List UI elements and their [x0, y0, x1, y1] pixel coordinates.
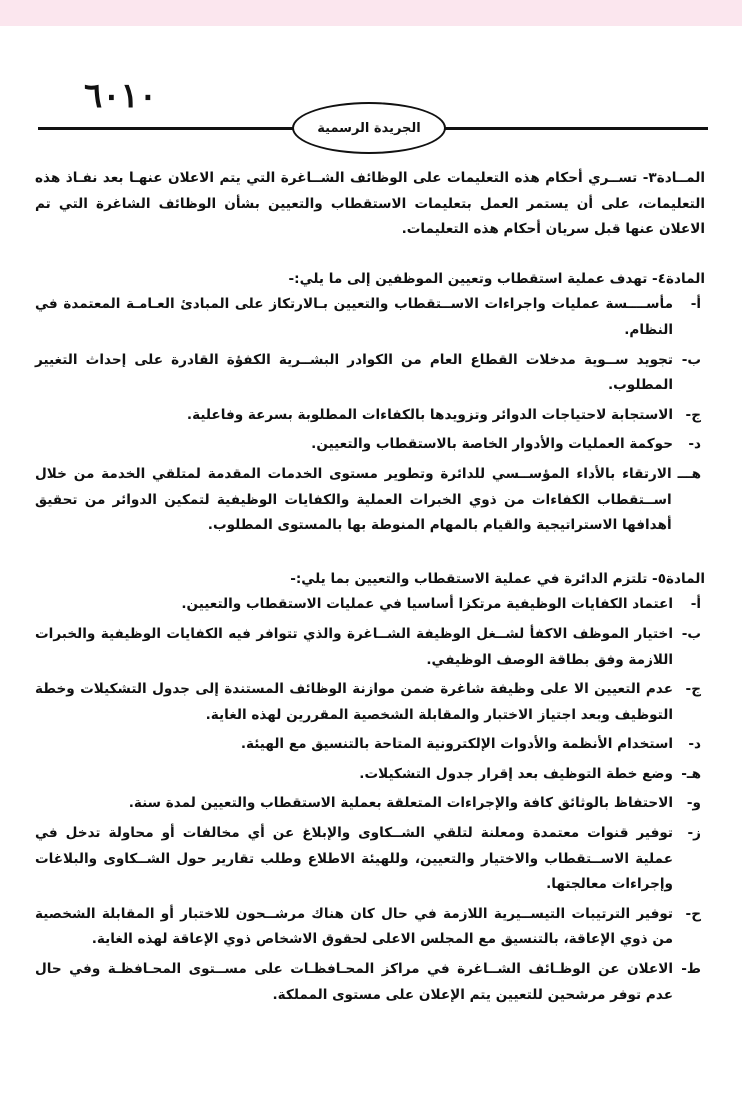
list-item-marker: د-	[688, 436, 701, 453]
list-item	[35, 791, 701, 817]
header-rule-left	[38, 127, 294, 130]
page-number: ٦٠١٠	[84, 76, 158, 116]
list-item-marker: أ-	[690, 596, 701, 613]
list-item	[35, 592, 701, 618]
list-item-marker: ط-	[681, 961, 701, 978]
list-item-text: استخدام الأنظمة والأدوات الإلكترونية المتاحة بالتنسيق مع الهيئة.	[240, 736, 673, 753]
list-item	[35, 762, 701, 788]
list-item-marker: و-	[686, 795, 701, 812]
list-item-text: توفير الترتيبات التيســيرية اللازمة في حال كان هناك مرشــحون للاختبار أو المقابلة الشخصية من ذوي الإعاقة، بالتنسيق مع المجلس الاعلى لحقوق الاشخاص ذوي الإعاقة لهذه الغاية.	[35, 905, 673, 948]
top-bar	[0, 0, 742, 26]
list-item-marker: د-	[688, 736, 701, 753]
list-item	[35, 902, 701, 953]
article-4-intro: تهدف عملية استقطاب وتعيين الموظفين إلى ما يلي:-	[288, 270, 648, 287]
list-item-marker: ب-	[681, 625, 701, 642]
list-item	[35, 292, 701, 343]
list-item-text: الاستجابة لاحتياجات الدوائر وتزويدها بالكفاءات المطلوبة بسرعة وفاعلية.	[186, 406, 673, 423]
list-item	[35, 462, 701, 539]
list-item-marker: ج-	[685, 681, 701, 698]
list-item	[35, 348, 701, 399]
list-item	[35, 432, 701, 458]
gazette-title: الجريدة الرسمية	[317, 120, 421, 136]
list-item	[35, 622, 701, 673]
article-5-label: المادة٥-	[652, 570, 705, 587]
list-item-marker: ح-	[685, 905, 701, 922]
list-item-text: الارتقاء بالأداء المؤســسي للدائرة وتطوير مستوى الخدمات المقدمة لمتلقي الخدمة من خلال اســتقطاب الكفاءات من ذوي الخبرات العملية والكفايات الوظيفية لتمكين الدوائر من تحقيق أهدافها الاستراتيجية والقيام بالمهام المنوطة بها بالمستوى المطلوب.	[35, 465, 672, 534]
list-item	[35, 677, 701, 728]
list-item-marker: أ-	[690, 296, 701, 313]
list-item	[35, 732, 701, 758]
list-item	[35, 403, 701, 429]
list-item-text: حوكمة العمليات والأدوار الخاصة بالاستقطاب والتعيين.	[311, 436, 673, 453]
list-item-text: الاعلان عن الوظـائف الشــاغرة في مراكز المحـافظـات على مســتوى المحـافظـة وفي حال عدم توفر مرشحين للتعيين يتم الإعلان على مستوى المملكة.	[35, 961, 673, 1003]
header-rule-right	[440, 127, 708, 130]
list-item-text: وضع خطة التوظيف بعد إقرار جدول التشكيلات.	[359, 765, 673, 782]
list-item-marker: هـ-	[681, 765, 701, 782]
list-item-marker: هـــ	[677, 465, 701, 482]
list-item-marker: ب-	[681, 351, 701, 368]
list-item-text: توفير قنوات معتمدة ومعلنة لتلقي الشــكاوى والإبلاغ عن أي مخالفات أو محاولة تدخل في عملية الاســتقطاب والاختيار والتعيين، وللهيئة الاطلاع وطلب تقارير حول الشــكاوى والبلاغات وإجراءات معالجتها.	[35, 825, 673, 893]
list-item-text: اعتماد الكفايات الوظيفية مرتكزا أساسيا في عمليات الاستقطاب والتعيين.	[181, 596, 673, 613]
article-3-text: تســري أحكام هذه التعليمات على الوظائف الشــاغرة التي يتم الاعلان عنهـا بعد نفـاذ هذه التعليمات، على أن يستمر العمل بتعليمات الاستقطاب والتعيين بشأن الوظائف الشاغرة التي تم الاعلان عنها قبل سريان أحكام هذه التعليمات.	[35, 170, 705, 238]
list-item-text: الاحتفاظ بالوثائق كافة والإجراءات المتعلقة بعملية الاستقطاب والتعيين لمدة سنة.	[128, 795, 673, 812]
article-5-heading	[35, 567, 705, 593]
gazette-banner	[292, 102, 446, 154]
list-item-text: تجويد ســوية مدخلات القطاع العام من الكوادر البشــرية الكفؤة القادرة على إحداث التغيير المطلوب.	[35, 351, 673, 394]
list-item-text: مأســــسة عمليات واجراءات الاســتقطاب والتعيين بـالارتكاز على المبادئ العـامـة المعتمدة في النظام.	[35, 296, 673, 338]
article-4-heading	[35, 267, 705, 293]
list-item-marker: ز-	[687, 825, 701, 842]
article-3-label: المــادة٣-	[642, 170, 706, 186]
article-3	[35, 166, 705, 243]
article-5-items	[35, 592, 701, 1008]
list-item-text: اختيار الموظف الاكفأ لشــغل الوظيفة الشــاغرة والذي تتوافر فيه الكفايات الوظيفية والخبرات اللازمة وفق بطاقة الوصف الوظيفي.	[35, 625, 673, 668]
list-item	[35, 821, 701, 898]
article-4-items	[35, 292, 701, 538]
document-body	[35, 166, 705, 1012]
article-4-label: المادة٤-	[652, 270, 705, 287]
list-item	[35, 957, 701, 1008]
article-5-intro: تلتزم الدائرة في عملية الاستقطاب والتعيين بما يلي:-	[290, 570, 648, 587]
list-item-marker: ج-	[685, 406, 701, 423]
list-item-text: عدم التعيين الا على وظيفة شاغرة ضمن موازنة الوظائف المستندة إلى جدول التشكيلات وخطة التوظيف وبعد اجتياز الاختبار والمقابلة الشخصية المقررين لهذه الغاية.	[35, 681, 673, 723]
